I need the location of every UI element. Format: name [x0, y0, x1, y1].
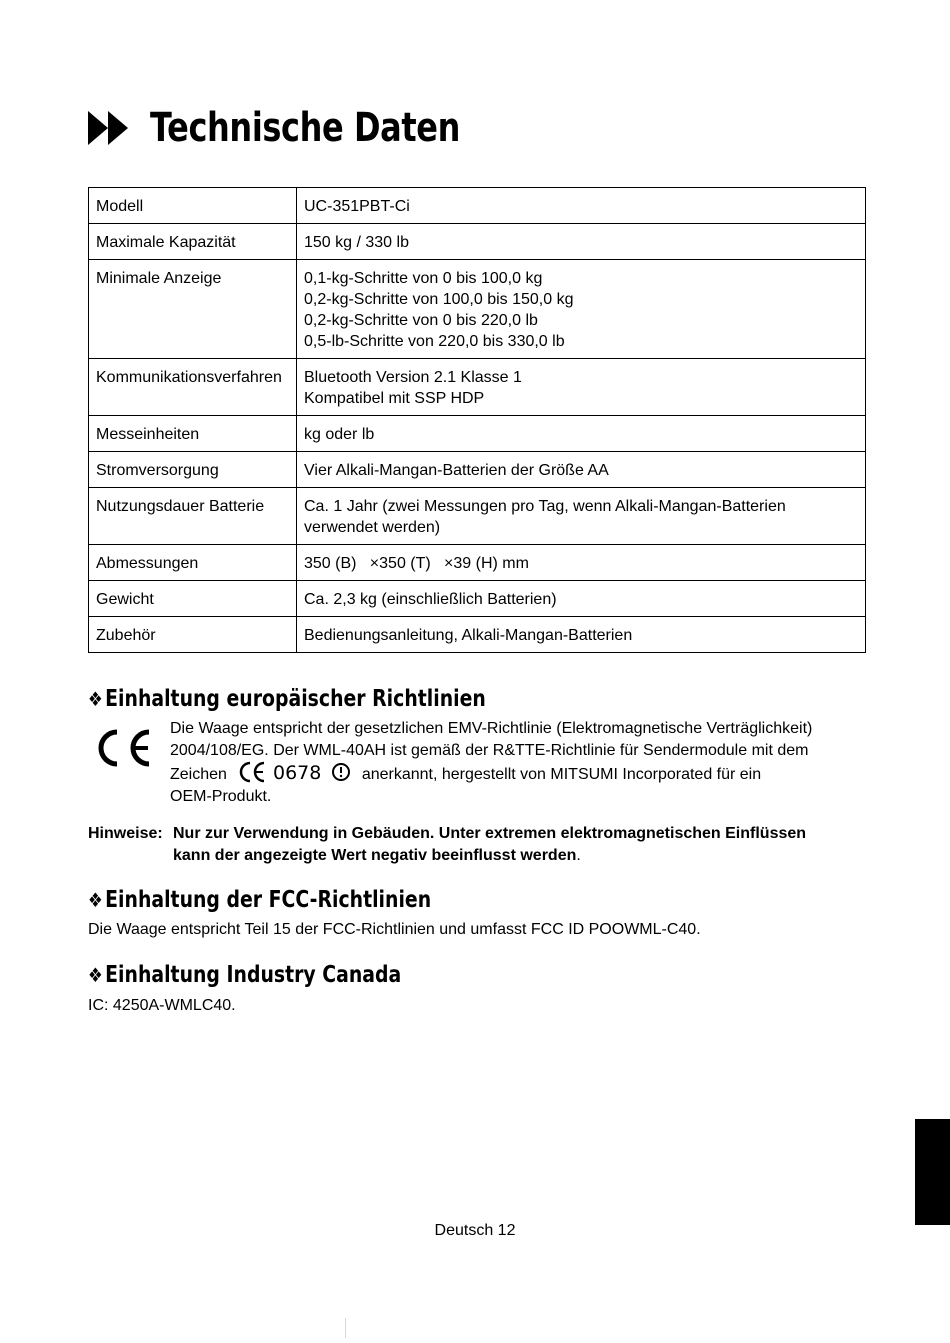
spec-value	[297, 545, 866, 581]
ic-heading-text: Einhaltung Industry Canada	[105, 962, 402, 988]
spec-row	[89, 224, 866, 260]
spec-value	[297, 452, 866, 488]
eu-heading	[88, 686, 486, 712]
eu-line-3-post: anerkannt, hergestellt von MITSUMI Incorporated für ein	[361, 766, 762, 783]
diamond-bullet-icon: ❖	[88, 687, 103, 711]
spec-row	[89, 545, 866, 581]
spec-value-line: kg oder lb	[304, 426, 375, 443]
spec-label: Minimale Anzeige	[89, 260, 297, 359]
spec-value-line: 0,2-kg-Schritte von 100,0 bis 150,0 kg	[304, 291, 574, 308]
note-label: Hinweise:	[88, 825, 163, 842]
eu-line-3	[170, 761, 860, 786]
spec-value-line: Vier Alkali-Mangan-Batterien der Größe AA	[304, 462, 609, 479]
ce-0678-alert-mark	[239, 761, 351, 783]
language-side-tab	[915, 1119, 950, 1225]
note-line-2: kann der angezeigte Wert negativ beeinflusst werden.	[173, 846, 581, 864]
eu-line-3-pre: Zeichen	[170, 766, 227, 783]
spec-row	[89, 359, 866, 416]
eu-line-2: 2004/108/EG. Der WML-40AH ist gemäß der R&TTE-Richtlinie für Sendermodule mit dem	[170, 741, 809, 759]
spec-value	[297, 224, 866, 260]
eu-line-1: Die Waage entspricht der gesetzlichen EMV-Richtlinie (Elektromagnetische Verträglichkeit)	[170, 720, 813, 737]
fcc-text: Die Waage entspricht Teil 15 der FCC-Richtlinien und umfasst FCC ID POOWML-C40.	[88, 921, 701, 938]
spec-value-line: 0,2-kg-Schritte von 0 bis 220,0 lb	[304, 312, 538, 329]
spec-label: Modell	[89, 188, 297, 224]
svg-text:0678	[273, 762, 321, 783]
eu-paragraph	[170, 718, 860, 807]
ic-text: IC: 4250A-WMLC40.	[88, 997, 236, 1014]
spec-row	[89, 188, 866, 224]
page-footer: Deutsch 12	[434, 1222, 516, 1239]
spec-row	[89, 581, 866, 617]
spec-label: Zubehör	[89, 617, 297, 653]
fcc-heading	[88, 887, 431, 913]
eu-heading-text: Einhaltung europäischer Richtlinien	[105, 686, 486, 712]
spec-value-line: 0,1-kg-Schritte von 0 bis 100,0 kg	[304, 270, 543, 287]
spec-value	[297, 188, 866, 224]
specs-table	[88, 187, 866, 653]
spec-label: Messeinheiten	[89, 416, 297, 452]
spec-value-line: 350 (B) ×350 (T) ×39 (H) mm	[304, 555, 529, 572]
spec-row	[89, 416, 866, 452]
spec-value-line: Bluetooth Version 2.1 Klasse 1	[304, 369, 522, 386]
diamond-bullet-icon: ❖	[88, 963, 103, 987]
spec-value-line: Bedienungsanleitung, Alkali-Mangan-Batterien	[304, 627, 633, 644]
ce-mark-icon	[92, 728, 154, 768]
spec-label: Abmessungen	[89, 545, 297, 581]
fast-forward-icon	[88, 111, 130, 145]
spec-row	[89, 488, 866, 545]
spec-value	[297, 617, 866, 653]
spec-label: Maximale Kapazität	[89, 224, 297, 260]
spec-row	[89, 260, 866, 359]
spec-label: Stromversorgung	[89, 452, 297, 488]
divider	[345, 1318, 346, 1338]
spec-value	[297, 260, 866, 359]
spec-label: Kommunikationsverfahren	[89, 359, 297, 416]
spec-label: Gewicht	[89, 581, 297, 617]
spec-value-line: Kompatibel mit SSP HDP	[304, 390, 485, 407]
spec-row	[89, 617, 866, 653]
spec-value	[297, 488, 866, 545]
spec-value-line: Ca. 1 Jahr (zwei Messungen pro Tag, wenn Alkali-Mangan-Batterien	[304, 498, 786, 515]
spec-value-line: UC-351PBT-Ci	[304, 198, 410, 215]
spec-value-line: 150 kg / 330 lb	[304, 234, 409, 251]
note-text	[173, 823, 873, 866]
spec-label: Nutzungsdauer Batterie	[89, 488, 297, 545]
spec-value	[297, 416, 866, 452]
eu-line-4: OEM-Produkt.	[170, 787, 272, 805]
spec-value	[297, 581, 866, 617]
spec-value-line: verwendet werden)	[304, 519, 441, 536]
mark-number: 0678	[273, 762, 322, 783]
ic-heading	[88, 962, 401, 988]
page-title: Technische Daten	[150, 105, 460, 151]
note-line-1: Nur zur Verwendung in Gebäuden. Unter extremen elektromagnetischen Einflüssen	[173, 825, 807, 842]
spec-value	[297, 359, 866, 416]
spec-row	[89, 452, 866, 488]
title-block	[88, 100, 537, 156]
spec-value-line: Ca. 2,3 kg (einschließlich Batterien)	[304, 591, 557, 608]
spec-value-line: 0,5-lb-Schritte von 220,0 bis 330,0 lb	[304, 333, 565, 350]
diamond-bullet-icon: ❖	[88, 888, 103, 912]
fcc-heading-text: Einhaltung der FCC-Richtlinien	[105, 887, 432, 913]
